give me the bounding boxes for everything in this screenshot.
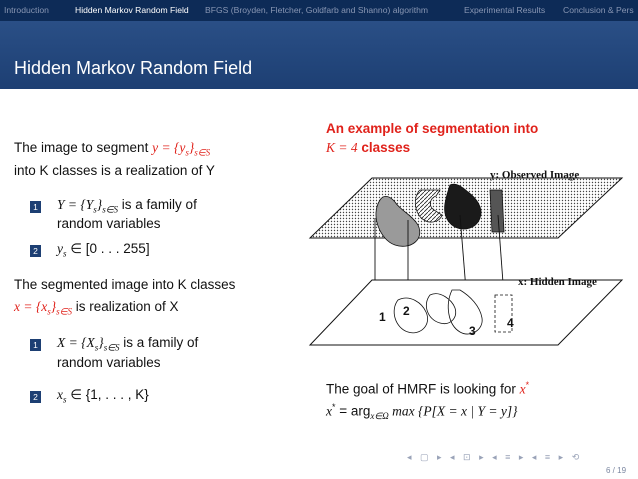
enum-badge-3: 1: [30, 339, 41, 351]
hidden-image-plane: [310, 280, 622, 345]
left-item-2: $y_s$ ∈ [0 . . . 255]: [57, 241, 150, 259]
left-item-3-cont: random variables: [57, 355, 161, 370]
right-heading-2: K = 4 classes: [326, 140, 411, 155]
segmentation-figure: [300, 160, 630, 360]
left-line-1: The image to segment $y = \{y_s\}_{s\in S}$: [14, 140, 211, 158]
right-heading-1: An example of segmentation into: [326, 121, 539, 136]
enum-badge-4: 2: [30, 391, 41, 403]
class-label-2: 2: [403, 304, 410, 318]
hidden-image-label: x: Hidden Image: [518, 276, 597, 288]
left-item-1: $Y = \{Y_s\}_{s\in S}$ is a family of: [57, 197, 197, 215]
observed-image-label: y: Observed Image: [490, 169, 580, 181]
title-bar: [0, 21, 638, 89]
left-line-4: $x = \{x_s\}_{s\in S}$ is realization of X: [14, 299, 179, 317]
class-label-3: 3: [469, 324, 476, 338]
section-nav-bar: [0, 0, 638, 21]
class-label-1: 1: [379, 310, 386, 324]
nav-item-bfgs[interactable]: BFGS (Broyden, Fletcher, Goldfarb and Shanno) algorithm: [205, 5, 429, 15]
enum-badge-1: 1: [30, 201, 41, 213]
nav-item-conclusion[interactable]: Conclusion & Pers: [563, 5, 634, 15]
goal-line-1: The goal of HMRF is looking for x*: [326, 380, 530, 397]
observed-shape-4: [490, 190, 504, 232]
nav-item-introduction[interactable]: Introduction: [4, 5, 49, 15]
nav-item-hmrf[interactable]: Hidden Markov Random Field: [75, 5, 189, 15]
left-item-3: $X = \{X_s\}_{s\in S}$ is a family of: [57, 335, 199, 353]
left-line-3: The segmented image into K classes: [14, 277, 236, 292]
class-label-4: 4: [507, 316, 514, 330]
page-number: 6 / 19: [606, 466, 627, 475]
left-item-1-cont: random variables: [57, 216, 161, 231]
beamer-navigation-symbols[interactable]: ◂ ▢ ▸ ◂ ⊡ ▸ ◂ ≡ ▸ ◂ ≡ ▸ ⟲: [407, 452, 583, 462]
nav-item-experimental-results[interactable]: Experimental Results: [464, 5, 546, 15]
goal-line-2: x* = arg$_{x\in\Omega}$ max {P[X = x | Y = y]}: [326, 402, 518, 422]
slide-title: Hidden Markov Random Field: [14, 58, 253, 78]
enum-badge-2: 2: [30, 245, 41, 257]
left-item-4: $x_s$ ∈ {1, . . . , K}: [57, 387, 149, 405]
left-line-2: into K classes is a realization of Y: [14, 163, 215, 178]
